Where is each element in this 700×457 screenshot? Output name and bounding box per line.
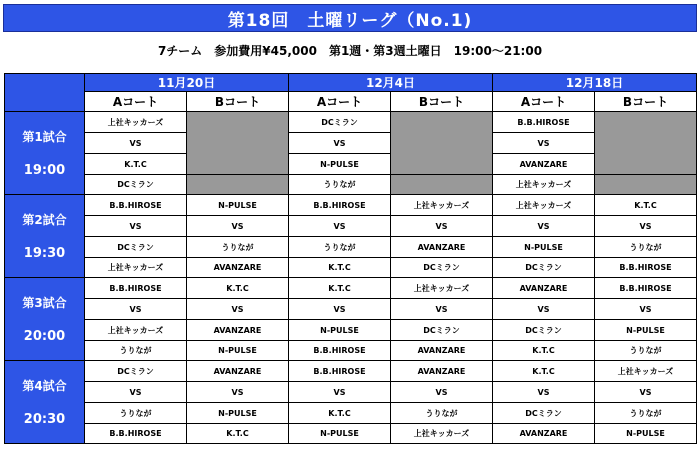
league-info: 7チーム 参加費用¥45,000 第1週・第3週土曜日 19:00〜21:00 bbox=[157, 44, 543, 58]
away-team: K.T.C bbox=[289, 403, 391, 424]
match-row bbox=[5, 403, 697, 424]
court-a-header: Aコート bbox=[289, 92, 391, 112]
referee-team: B.B.HIROSE bbox=[85, 424, 187, 444]
away-team: DCミラン bbox=[493, 403, 595, 424]
match-row bbox=[5, 237, 697, 258]
game-number: 第2試合 bbox=[22, 213, 67, 227]
corner-cell bbox=[5, 74, 85, 112]
away-team: うりなが bbox=[85, 403, 187, 424]
referee-team: DCミラン bbox=[85, 175, 187, 195]
match-row bbox=[5, 341, 697, 361]
game-label-cell bbox=[5, 278, 85, 361]
referee-team: N-PULSE bbox=[595, 424, 697, 444]
home-team: K.T.C bbox=[289, 278, 391, 299]
match-row bbox=[5, 320, 697, 341]
away-team: DCミラン bbox=[493, 320, 595, 341]
game-time: 20:30 bbox=[23, 412, 66, 427]
referee-team: N-PULSE bbox=[289, 424, 391, 444]
home-team: K.T.C bbox=[595, 195, 697, 216]
date-header-row bbox=[5, 74, 697, 92]
empty-court-cell bbox=[187, 112, 289, 175]
home-team: B.B.HIROSE bbox=[595, 278, 697, 299]
referee-team: うりなが bbox=[595, 341, 697, 361]
empty-court-cell bbox=[391, 112, 493, 175]
vs-label: VS bbox=[493, 382, 595, 403]
referee-team: N-PULSE bbox=[187, 341, 289, 361]
court-a-header: Aコート bbox=[493, 92, 595, 112]
away-team: DCミラン bbox=[85, 237, 187, 258]
vs-label: VS bbox=[493, 133, 595, 154]
home-team: K.T.C bbox=[493, 361, 595, 382]
game-number: 第1試合 bbox=[22, 130, 67, 144]
away-team: AVANZARE bbox=[187, 320, 289, 341]
page-title: 第18回 土曜リーグ（No.1) bbox=[227, 10, 473, 31]
game-label-cell bbox=[5, 112, 85, 195]
away-team: N-PULSE bbox=[595, 320, 697, 341]
vs-label: VS bbox=[391, 299, 493, 320]
vs-label: VS bbox=[85, 382, 187, 403]
game-number: 第3試合 bbox=[22, 296, 67, 310]
away-team: うりなが bbox=[391, 403, 493, 424]
home-team: B.B.HIROSE bbox=[493, 112, 595, 133]
date-header: 12月4日 bbox=[289, 74, 493, 92]
away-team: うりなが bbox=[289, 237, 391, 258]
referee-team: DCミラン bbox=[391, 258, 493, 278]
vs-label: VS bbox=[595, 382, 697, 403]
game-label-cell bbox=[5, 195, 85, 278]
referee-team: AVANZARE bbox=[187, 258, 289, 278]
away-team: AVANZARE bbox=[391, 237, 493, 258]
court-b-header: Bコート bbox=[595, 92, 697, 112]
match-row bbox=[5, 112, 697, 133]
vs-label: VS bbox=[493, 216, 595, 237]
vs-label: VS bbox=[289, 133, 391, 154]
date-header: 12月18日 bbox=[493, 74, 697, 92]
match-row bbox=[5, 133, 697, 154]
vs-label: VS bbox=[187, 299, 289, 320]
away-team: N-PULSE bbox=[187, 403, 289, 424]
referee-team: AVANZARE bbox=[391, 341, 493, 361]
referee-team: うりなが bbox=[289, 175, 391, 195]
referee-team: 上社キッカーズ bbox=[391, 424, 493, 444]
home-team: AVANZARE bbox=[391, 361, 493, 382]
home-team: DCミラン bbox=[289, 112, 391, 133]
match-row bbox=[5, 258, 697, 278]
home-team: 上社キッカーズ bbox=[493, 195, 595, 216]
vs-label: VS bbox=[493, 299, 595, 320]
vs-label: VS bbox=[85, 133, 187, 154]
match-row bbox=[5, 361, 697, 382]
away-team: N-PULSE bbox=[289, 154, 391, 175]
vs-label: VS bbox=[595, 299, 697, 320]
court-b-header: Bコート bbox=[391, 92, 493, 112]
match-row bbox=[5, 216, 697, 237]
home-team: DCミラン bbox=[85, 361, 187, 382]
home-team: 上社キッカーズ bbox=[85, 112, 187, 133]
court-a-header: Aコート bbox=[85, 92, 187, 112]
home-team: B.B.HIROSE bbox=[85, 195, 187, 216]
vs-label: VS bbox=[85, 216, 187, 237]
home-team: 上社キッカーズ bbox=[391, 278, 493, 299]
referee-team: B.B.HIROSE bbox=[289, 341, 391, 361]
away-team: うりなが bbox=[595, 237, 697, 258]
home-team: N-PULSE bbox=[187, 195, 289, 216]
vs-label: VS bbox=[289, 299, 391, 320]
referee-team: K.T.C bbox=[493, 341, 595, 361]
vs-label: VS bbox=[595, 216, 697, 237]
schedule-table bbox=[4, 73, 697, 444]
match-row bbox=[5, 154, 697, 175]
home-team: 上社キッカーズ bbox=[391, 195, 493, 216]
court-header-row bbox=[5, 92, 697, 112]
match-row bbox=[5, 299, 697, 320]
match-row bbox=[5, 278, 697, 299]
away-team: K.T.C bbox=[85, 154, 187, 175]
referee-team: 上社キッカーズ bbox=[85, 258, 187, 278]
home-team: B.B.HIROSE bbox=[289, 195, 391, 216]
away-team: うりなが bbox=[595, 403, 697, 424]
referee-team: B.B.HIROSE bbox=[595, 258, 697, 278]
referee-team: AVANZARE bbox=[493, 424, 595, 444]
vs-label: VS bbox=[289, 216, 391, 237]
match-row bbox=[5, 195, 697, 216]
vs-label: VS bbox=[85, 299, 187, 320]
home-team: 上社キッカーズ bbox=[595, 361, 697, 382]
date-header: 11月20日 bbox=[85, 74, 289, 92]
away-team: N-PULSE bbox=[289, 320, 391, 341]
match-row bbox=[5, 424, 697, 444]
game-number: 第4試合 bbox=[22, 379, 67, 393]
away-team: N-PULSE bbox=[493, 237, 595, 258]
away-team: AVANZARE bbox=[493, 154, 595, 175]
game-time: 20:00 bbox=[23, 329, 66, 344]
empty-court-cell bbox=[391, 175, 493, 195]
vs-label: VS bbox=[391, 216, 493, 237]
title-banner bbox=[3, 4, 697, 32]
referee-team: K.T.C bbox=[289, 258, 391, 278]
home-team: K.T.C bbox=[187, 278, 289, 299]
referee-team: K.T.C bbox=[187, 424, 289, 444]
schedule-body bbox=[5, 112, 697, 444]
court-b-header: Bコート bbox=[187, 92, 289, 112]
empty-court-cell bbox=[595, 175, 697, 195]
match-row bbox=[5, 382, 697, 403]
empty-court-cell bbox=[187, 175, 289, 195]
vs-label: VS bbox=[187, 382, 289, 403]
vs-label: VS bbox=[187, 216, 289, 237]
match-row bbox=[5, 175, 697, 195]
vs-label: VS bbox=[391, 382, 493, 403]
game-time: 19:00 bbox=[23, 163, 66, 178]
away-team: うりなが bbox=[187, 237, 289, 258]
game-label-cell bbox=[5, 361, 85, 444]
game-time: 19:30 bbox=[23, 246, 66, 261]
vs-label: VS bbox=[289, 382, 391, 403]
home-team: AVANZARE bbox=[493, 278, 595, 299]
home-team: B.B.HIROSE bbox=[85, 278, 187, 299]
referee-team: DCミラン bbox=[493, 258, 595, 278]
away-team: DCミラン bbox=[391, 320, 493, 341]
away-team: 上社キッカーズ bbox=[85, 320, 187, 341]
empty-court-cell bbox=[595, 112, 697, 175]
referee-team: うりなが bbox=[85, 341, 187, 361]
referee-team: 上社キッカーズ bbox=[493, 175, 595, 195]
home-team: AVANZARE bbox=[187, 361, 289, 382]
home-team: B.B.HIROSE bbox=[289, 361, 391, 382]
